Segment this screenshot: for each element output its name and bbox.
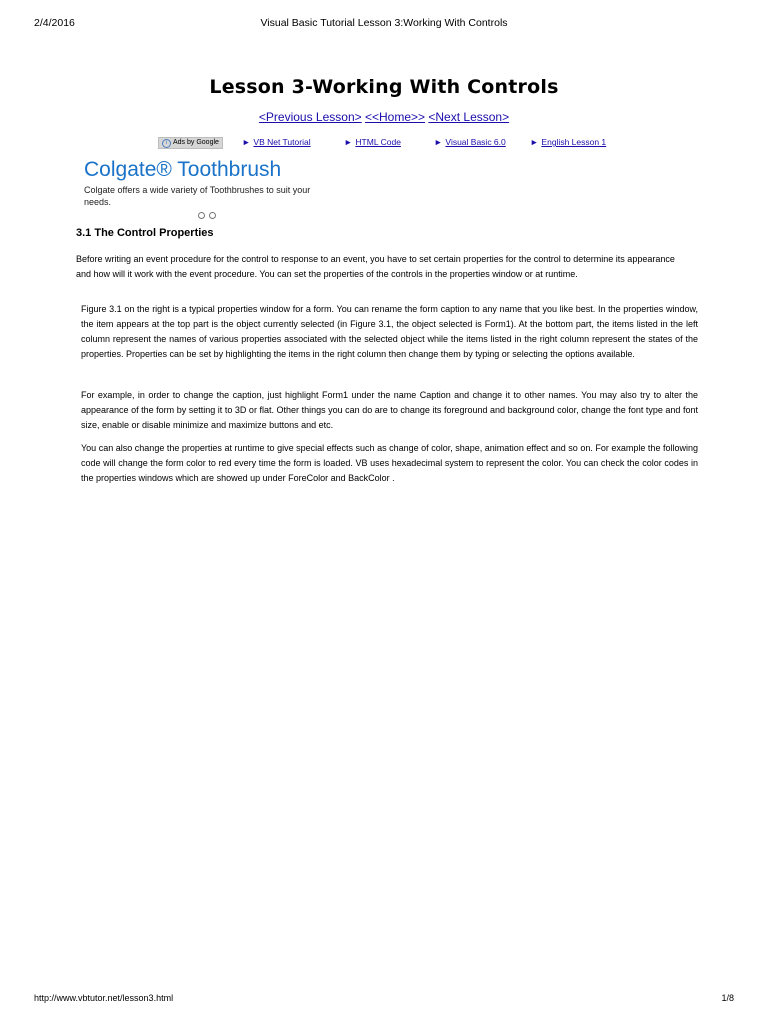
arrow-right-icon: ► bbox=[242, 137, 251, 147]
ads-badge-label: Ads by Google bbox=[173, 139, 219, 146]
print-url: http://www.vbtutor.net/lesson3.html bbox=[34, 993, 174, 1003]
paragraph-runtime: You can also change the properties at runtime to give special effects such as change of color, shape, animation effect and so on. For example the following code will change the form color to red every time the form is loaded. VB uses hexadecimal system to represent the color. You can check the color codes in the properties windows which are showed up under ForeColor and BackColor . bbox=[81, 443, 698, 483]
arrow-right-icon: ► bbox=[344, 137, 353, 147]
paragraph-properties-window: Figure 3.1 on the right is a typical properties window for a form. You can rename the form caption to any name that you like best. In the properties window, the item appears at the top part is the object currently selected (in Figure 3.1, the object selected is Form1). At the bottom part, the items listed in the left column represent the names of various properties associated with the selected object while the items listed in the right column represent the states of the properties. Properties can be set by highlighting the items in the right column then change them by typing or selecting the options available. bbox=[81, 304, 698, 359]
ad-carousel-dots bbox=[198, 206, 220, 224]
ad-block[interactable] bbox=[84, 158, 324, 208]
print-date: 2/4/2016 bbox=[34, 17, 75, 29]
ad-link-label: VB Net Tutorial bbox=[253, 137, 311, 147]
print-page-number: 1/8 bbox=[721, 993, 734, 1003]
ad-link-label: English Lesson 1 bbox=[541, 137, 607, 147]
paragraph-caption-example: For example, in order to change the caption, just highlight Form1 under the name Caption and change it to other names. You may also try to alter the appearance of the form by setting it to 3D or flat. Other things you can do are to change its foreground and background color, change the font type and font size, enable or disable minimize and maximize buttons and etc. bbox=[81, 390, 698, 430]
carousel-dot-icon[interactable] bbox=[198, 212, 205, 219]
ad-link-english-lesson-1[interactable] bbox=[530, 137, 606, 147]
ad-link-visual-basic-6[interactable] bbox=[434, 137, 506, 147]
print-page-title: Visual Basic Tutorial Lesson 3:Working With Controls bbox=[260, 17, 508, 29]
ad-links-bar bbox=[158, 137, 607, 149]
lesson-title: Lesson 3-Working With Controls bbox=[209, 76, 559, 98]
lesson-nav bbox=[0, 110, 768, 124]
ad-description: Colgate offers a wide variety of Toothbrushes to suit your needs. bbox=[84, 185, 311, 207]
ad-link-html-code[interactable] bbox=[344, 137, 401, 147]
home-link[interactable]: <<Home>> bbox=[364, 110, 426, 124]
arrow-right-icon: ► bbox=[434, 137, 443, 147]
paragraph-intro: Before writing an event procedure for the control to response to an event, you have to set certain properties for the control to determine its appearance and how will it work with the event procedure. You can set the properties of the controls in the properties window or at runtime. bbox=[76, 254, 675, 279]
ad-link-label: HTML Code bbox=[355, 137, 401, 147]
previous-lesson-link[interactable]: <Previous Lesson> bbox=[258, 110, 362, 124]
section-heading: 3.1 The Control Properties bbox=[76, 227, 214, 239]
ad-link-vb-net-tutorial[interactable] bbox=[242, 137, 311, 147]
arrow-right-icon: ► bbox=[530, 137, 539, 147]
ads-by-google-badge[interactable] bbox=[158, 137, 223, 149]
ad-link-label: Visual Basic 6.0 bbox=[445, 137, 506, 147]
carousel-dot-icon[interactable] bbox=[209, 212, 216, 219]
ad-headline[interactable]: Colgate® Toothbrush bbox=[84, 158, 282, 181]
info-icon: i bbox=[162, 139, 171, 148]
next-lesson-link[interactable]: <Next Lesson> bbox=[428, 110, 510, 124]
